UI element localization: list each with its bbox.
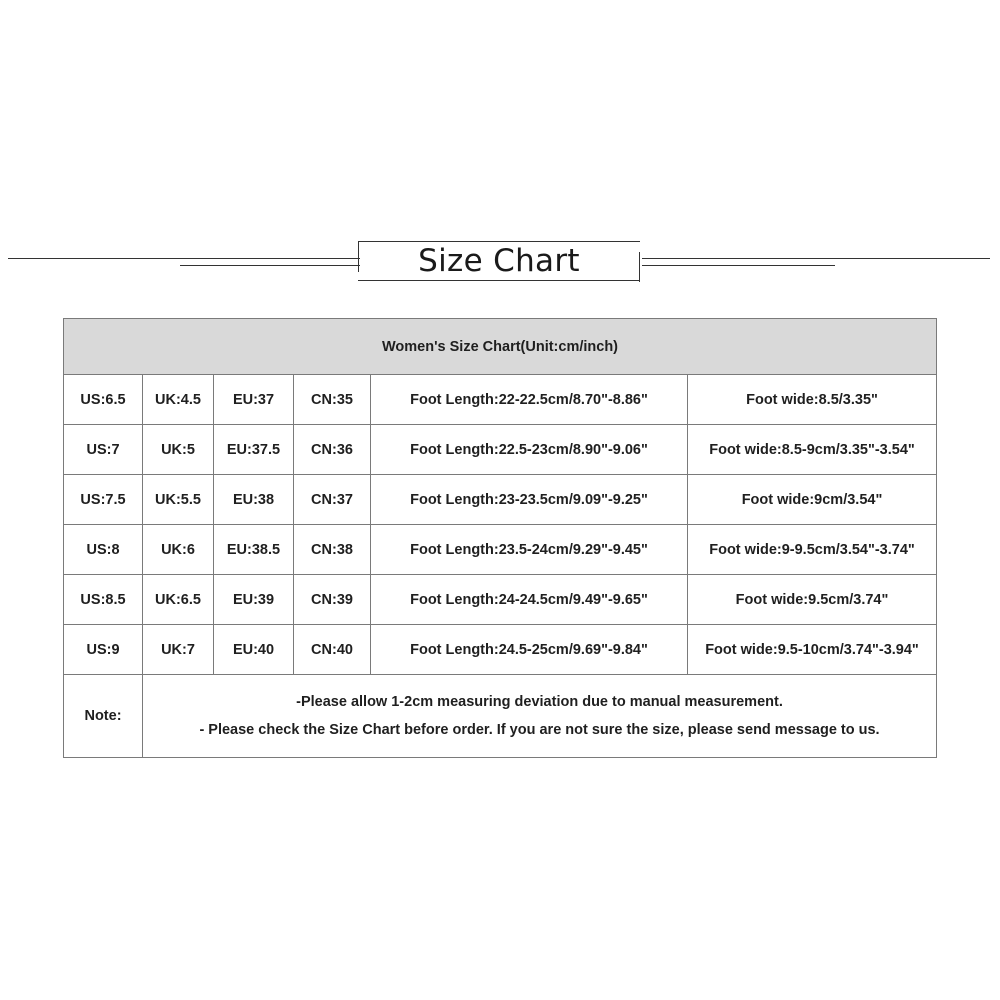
cn-size-cell: CN:40: [294, 625, 371, 675]
foot-length-cell: Foot Length:24-24.5cm/9.49"-9.65": [371, 575, 688, 625]
note-line: -Please allow 1-2cm measuring deviation due to manual measurement.: [296, 694, 783, 710]
foot-length-cell: Foot Length:22-22.5cm/8.70"-8.86": [371, 375, 688, 425]
foot-wide-cell: Foot wide:8.5/3.35": [688, 375, 937, 425]
table-row: [64, 425, 937, 475]
foot-length-cell: Foot Length:23-23.5cm/9.09"-9.25": [371, 475, 688, 525]
foot-wide-cell: Foot wide:9-9.5cm/3.54"-3.74": [688, 525, 937, 575]
us-size-cell: US:8.5: [64, 575, 143, 625]
cn-size-cell: CN:37: [294, 475, 371, 525]
us-size-cell: US:7.5: [64, 475, 143, 525]
foot-length-cell: Foot Length:22.5-23cm/8.90"-9.06": [371, 425, 688, 475]
us-size-cell: US:7: [64, 425, 143, 475]
uk-size-cell: UK:7: [143, 625, 214, 675]
uk-size-cell: UK:5: [143, 425, 214, 475]
foot-wide-cell: Foot wide:8.5-9cm/3.35"-3.54": [688, 425, 937, 475]
eu-size-cell: EU:39: [214, 575, 294, 625]
us-size-cell: US:6.5: [64, 375, 143, 425]
eu-size-cell: EU:38.5: [214, 525, 294, 575]
note-line: - Please check the Size Chart before order. If you are not sure the size, please send message to us.: [199, 722, 880, 738]
table-row: [64, 625, 937, 675]
foot-wide-cell: Foot wide:9.5cm/3.74": [688, 575, 937, 625]
table-caption: Women's Size Chart(Unit:cm/inch): [64, 319, 937, 375]
table-row: [64, 575, 937, 625]
foot-wide-cell: Foot wide:9cm/3.54": [688, 475, 937, 525]
title-frame: [358, 241, 640, 281]
foot-length-cell: Foot Length:24.5-25cm/9.69"-9.84": [371, 625, 688, 675]
cn-size-cell: CN:39: [294, 575, 371, 625]
table-header-row: [64, 319, 937, 375]
note-row: [64, 675, 937, 758]
us-size-cell: US:8: [64, 525, 143, 575]
page-title: Size Chart: [418, 243, 580, 279]
decorative-line-right: [642, 258, 990, 259]
uk-size-cell: UK:5.5: [143, 475, 214, 525]
table-row: [64, 475, 937, 525]
foot-length-cell: Foot Length:23.5-24cm/9.29"-9.45": [371, 525, 688, 575]
decorative-line-left: [8, 258, 360, 259]
note-text: [143, 675, 937, 758]
table-row: [64, 525, 937, 575]
decorative-line-inner-left: [180, 265, 360, 266]
foot-wide-cell: Foot wide:9.5-10cm/3.74"-3.94": [688, 625, 937, 675]
note-label: Note:: [64, 675, 143, 758]
uk-size-cell: UK:4.5: [143, 375, 214, 425]
decorative-line-inner-right: [642, 265, 835, 266]
table-row: [64, 375, 937, 425]
uk-size-cell: UK:6: [143, 525, 214, 575]
eu-size-cell: EU:37: [214, 375, 294, 425]
eu-size-cell: EU:37.5: [214, 425, 294, 475]
cn-size-cell: CN:38: [294, 525, 371, 575]
uk-size-cell: UK:6.5: [143, 575, 214, 625]
eu-size-cell: EU:38: [214, 475, 294, 525]
cn-size-cell: CN:36: [294, 425, 371, 475]
cn-size-cell: CN:35: [294, 375, 371, 425]
size-chart-table: [63, 318, 937, 758]
us-size-cell: US:9: [64, 625, 143, 675]
eu-size-cell: EU:40: [214, 625, 294, 675]
